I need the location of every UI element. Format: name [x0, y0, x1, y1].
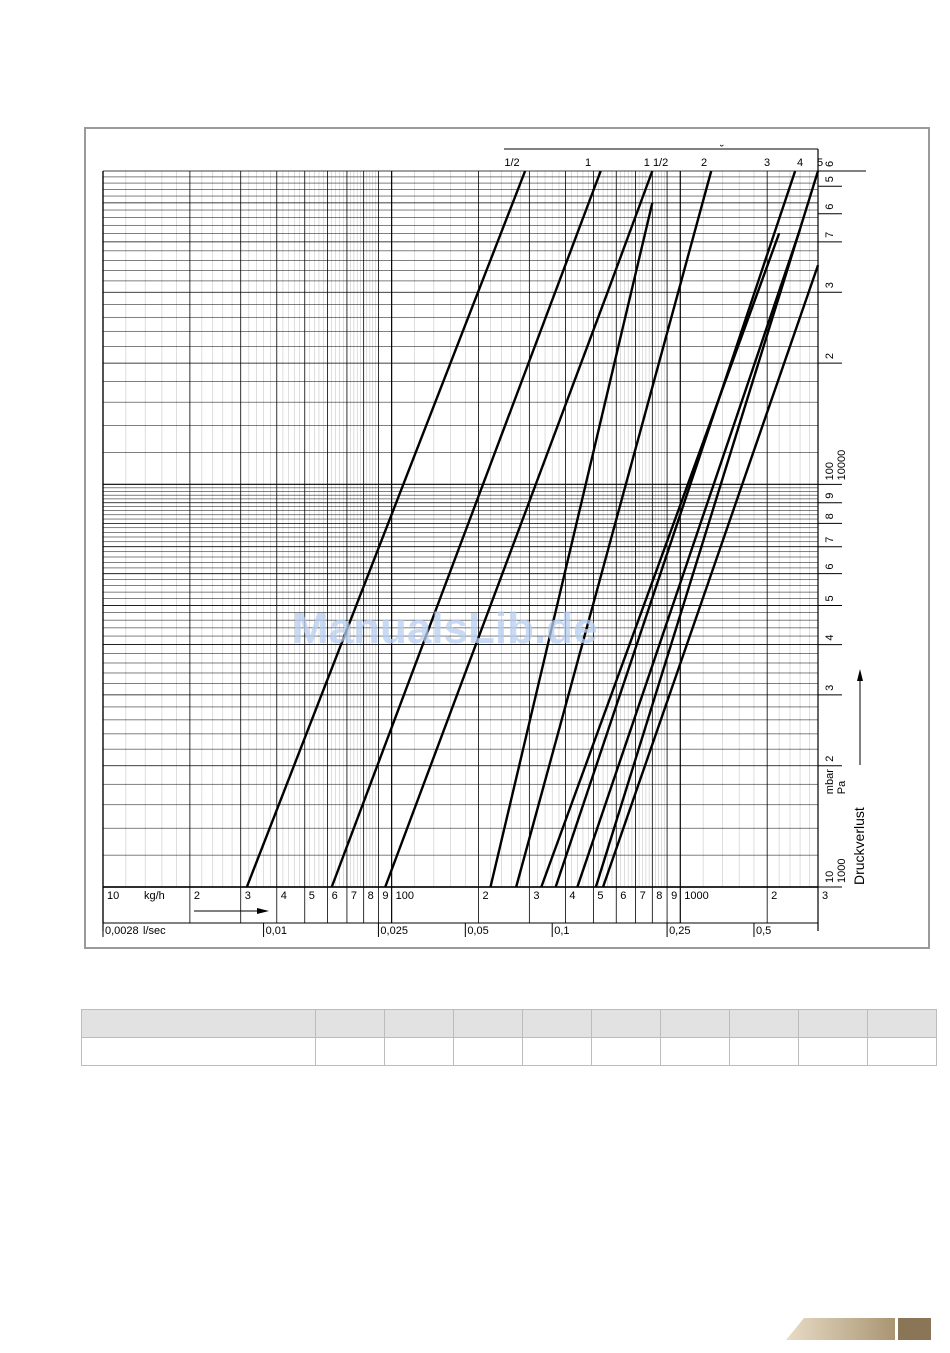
y-tick-label: 6 [824, 160, 836, 167]
series-line-8 [577, 229, 800, 887]
y-tick-label: 8 [824, 513, 836, 520]
y-tick-label-pa: 1000 [836, 858, 848, 883]
x2-axis-unit-label: l/sec [143, 925, 166, 937]
y-tick-label: 7 [824, 536, 836, 543]
page-corner-tab [786, 1318, 931, 1340]
x-tick-label: 2 [771, 890, 778, 902]
x-tick-label: 7 [639, 890, 646, 902]
table-cell [592, 1038, 661, 1066]
y-tick-label: 2 [824, 755, 836, 762]
y-tick-label: 6 [824, 203, 836, 210]
table-cell [523, 1038, 592, 1066]
table-cell [868, 1010, 937, 1038]
y-direction-arrow-head [857, 669, 863, 681]
y-axis-title: Druckverlust [851, 807, 867, 885]
x2-tick-label: 0,01 [265, 925, 287, 937]
x-tick-label: 5 [308, 890, 315, 902]
y-tick-label: 100 [824, 461, 836, 481]
series-line-2 [332, 171, 601, 887]
table-cell [523, 1010, 592, 1038]
y-tick-label: 5 [824, 176, 836, 183]
x-tick-label: 3 [822, 890, 829, 902]
x-tick-label: 8 [367, 890, 374, 902]
x-tick-label: 3 [533, 890, 540, 902]
table-row [82, 1038, 937, 1066]
x-tick-label: 5 [597, 890, 604, 902]
y-tick-label: 10 [824, 870, 836, 883]
series-label-2: 1 [584, 157, 592, 169]
y-tick-label-pa: 10000 [836, 449, 848, 481]
table-cell [799, 1038, 868, 1066]
x-tick-label: 3 [244, 890, 251, 902]
y-tick-label: 7 [824, 231, 836, 238]
y-tick-label: 3 [824, 282, 836, 289]
table-cell [454, 1038, 523, 1066]
x-tick-label: 10 [107, 890, 120, 902]
y-tick-label: 6 [824, 563, 836, 570]
series-label-3: 1 1/2 [643, 157, 669, 169]
x2-tick-label: 0,25 [669, 925, 691, 937]
y-unit-mbar: mbar [824, 769, 836, 795]
chart-frame [84, 127, 930, 949]
series-line-7 [556, 171, 795, 887]
x2-tick-label: 0,05 [467, 925, 489, 937]
table-cell [730, 1038, 799, 1066]
series-line-9 [596, 171, 818, 887]
flow-pressure-chart [86, 129, 932, 951]
table-cell [868, 1038, 937, 1066]
corner-tab-gold [786, 1318, 895, 1340]
y-tick-label: 5 [824, 595, 836, 602]
table-cell [454, 1010, 523, 1038]
table-cell [730, 1010, 799, 1038]
x-tick-label: 100 [395, 890, 415, 902]
table-cell [316, 1038, 385, 1066]
corner-tab-brown [898, 1318, 931, 1340]
x-tick-label: 2 [193, 890, 201, 902]
x-tick-label: 9 [671, 890, 678, 902]
series-label-8: 4 [796, 157, 804, 169]
watermark: ManualsLib.de [292, 604, 598, 653]
x-axis-unit-label: kg/h [144, 890, 165, 902]
series-label-7: 3 [763, 157, 771, 169]
x-tick-label: 2 [482, 890, 489, 902]
table-cell [661, 1038, 730, 1066]
y-unit-pa: Pa [836, 780, 848, 795]
top-marker: ˘ [720, 144, 724, 156]
x2-tick-label: 0,025 [380, 925, 408, 937]
series-label-1: 1/2 [504, 157, 520, 169]
table-cell [385, 1010, 454, 1038]
x2-tick-label: 0,1 [554, 925, 570, 937]
data-table [81, 1009, 937, 1066]
table-cell [82, 1038, 316, 1066]
x-tick-label: 8 [656, 890, 663, 902]
y-tick-label: 2 [824, 352, 836, 360]
x2-tick-label: 0,0028 [105, 925, 139, 937]
series-label-5: 2 [700, 157, 708, 169]
x-tick-label: 6 [620, 890, 627, 902]
x-direction-arrow-head [257, 908, 269, 914]
table-header-row [82, 1010, 937, 1038]
table-cell [82, 1010, 316, 1038]
y-tick-label: 4 [824, 634, 836, 641]
series-label-9: 5 [816, 157, 824, 169]
table-cell [592, 1010, 661, 1038]
table-cell [316, 1010, 385, 1038]
x2-tick-label: 0,5 [755, 925, 772, 937]
y-tick-label: 9 [824, 492, 836, 499]
x-tick-label: 1000 [684, 890, 709, 902]
x-tick-label: 6 [331, 890, 338, 902]
x-tick-label: 4 [569, 890, 576, 902]
y-tick-label: 3 [824, 684, 836, 691]
x-tick-label: 7 [350, 890, 358, 902]
table-cell [385, 1038, 454, 1066]
table-cell [661, 1010, 730, 1038]
x-tick-label: 9 [382, 890, 389, 902]
x-tick-label: 4 [280, 890, 287, 902]
table-cell [799, 1010, 868, 1038]
